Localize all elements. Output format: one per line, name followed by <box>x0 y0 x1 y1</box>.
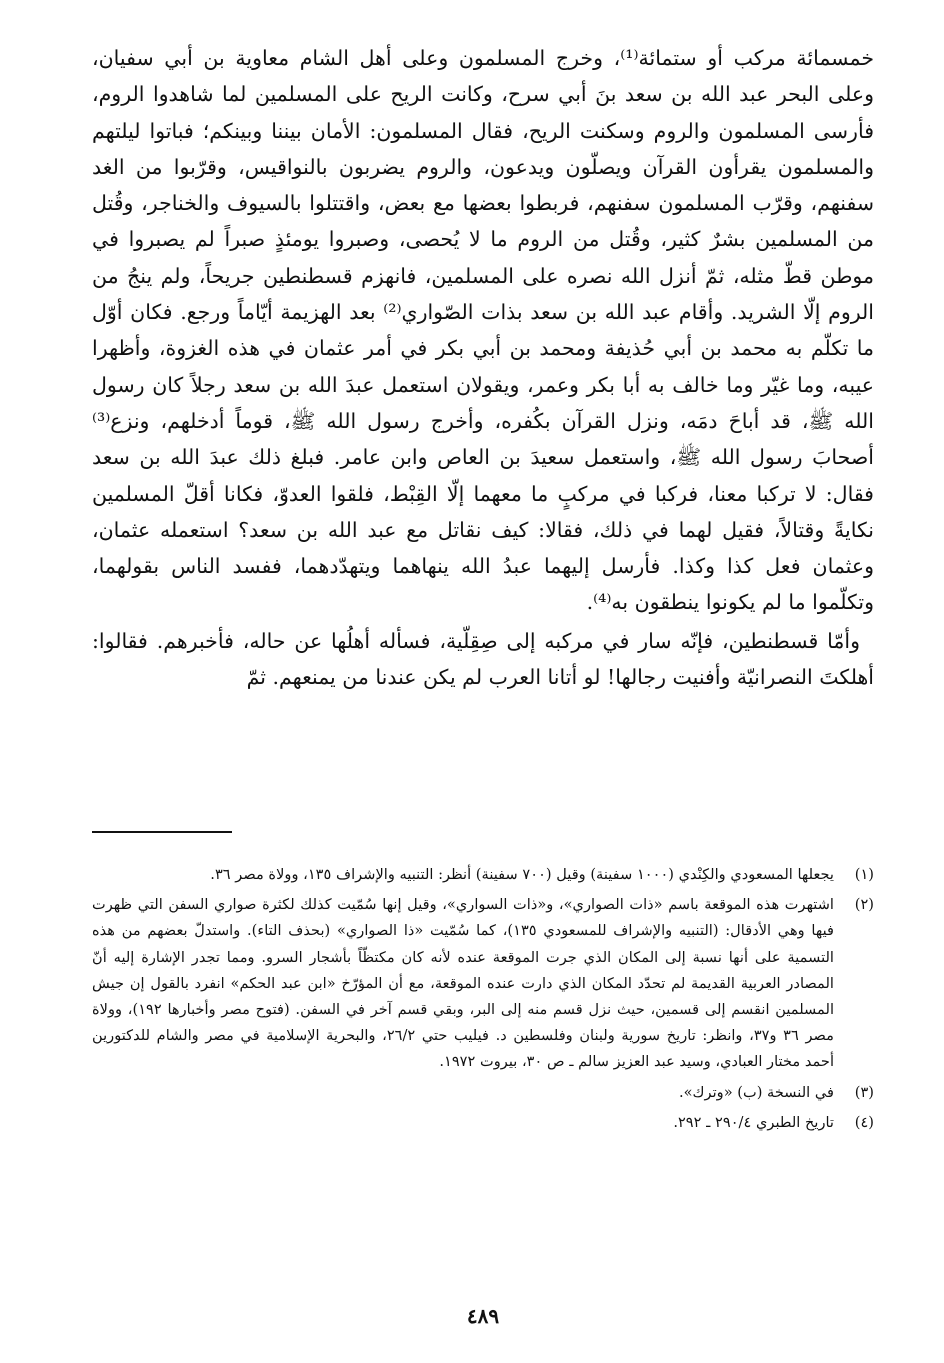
footnote-1 <box>92 862 874 888</box>
book-page <box>92 40 874 1330</box>
footnote-number: (٢) <box>854 896 874 914</box>
footnote-text: اشتهرت هذه الموقعة باسم «ذات الصواري»، و«ذات السواري»، وقيل إنها سُمّيت كذلك لكثرة صواري السفن التي ظهرت فيها وهي الأدقال: (التنبيه والإشراف للمسعودي ١٣٥)، كما سُمّيت «ذا الصواري» (بحذف التاء). واستدلّ بعضهم من هذه التسمية على أنها نسبة إلى المكان الذي جرت الموقعة عنده لأنه كان مكتظّاً بأشجار السرو. ومما تجدر الإشارة إليه أنّ المصادر العربية القديمة لم تحدّد المكان الذي دارت عنده الموقعة، مع أن المؤرّخ «ابن عبد الحكم» انفرد بالقول إن جيش المسلمين انقسم إلى قسمين، حيث نزل قسم منه إلى البر، وبقي قسم آخر في السفن. (فتوح مصر وأخبارها ١٩٢)، وولاة مصر ٣٦ و٣٧، وانظر: تاريخ سورية ولبنان وفلسطين د. فيليب حتي ٢٦/٢، والبحرية الإسلامية في مصر والشام للدكتورين أحمد مختار العبادي، وسيد عبد العزيز سالم ـ ص ٣٠، بيروت ١٩٧٢. <box>92 896 834 1071</box>
main-paragraph-2: وأمّا قسطنطين، فإنّه سار في مركبه إلى صِقِلّية، فسأله أهلُها عن حاله، فأخبرهم. فقالوا: أهلكتَ النصرانيّة وأفنيت رجالها! لو أتانا العرب لم يكن عندنا من يمنعهم. ثمّ <box>92 628 874 690</box>
footnote-separator <box>92 831 232 833</box>
footnote-text: تاريخ الطبري ٢٩٠/٤ ـ ٢٩٢. <box>673 1113 834 1131</box>
footnote-number: (٤) <box>854 1113 874 1131</box>
footnote-number: (١) <box>854 866 874 883</box>
footnote-2 <box>92 892 874 1075</box>
page-number: ٤٨٩ <box>466 1304 500 1328</box>
footnote-4 <box>92 1110 874 1136</box>
footnote-number: (٣) <box>854 1083 874 1101</box>
footnotes <box>92 862 874 1140</box>
main-paragraph-1: خمسمائة مركب أو ستمائة⁽¹⁾، وخرج المسلمون وعلى أهل الشام معاوية بن أبي سفيان، وعلى البحر عبد الله بن سعد بنَ أبي سرح، وكانت الريح على المسلمين لما شاهدوا الروم، فأرسى المسلمون والروم وسكنت الريح، فقال المسلمون: الأمان بيننا وبينكم؛ فباتوا ليلتهم والمسلمون يقرأون القرآن ويصلّون ويدعون، والروم يضربون بالنواقيس، وقرّبوا من الغد سفنهم، وقرّب المسلمون سفنهم، فربطوا بعضها مع بعض، واقتتلوا بالسيوف والخناجر، وقُتل من المسلمين بشرٌ كثير، وقُتل من الروم ما لا يُحصى، وصبروا يومئذٍ صبراً لم يصبروا في موطن قطّ مثله، ثمّ أنزل الله نصره على المسلمين، فانهزم قسطنطين جريحاً، ولم ينجُ من الروم إلّا الشريد. وأقام عبد الله بن سعد بذات الصّواري⁽²⁾ بعد الهزيمة أيّاماً ورجع. فكان أوّل ما تكلّم به محمد بن أبي حُذيفة ومحمد بن أبي بكر في أمر عثمان في هذه الغزوة، وأظهرا عيبه، وما غيّر وما خالف به أبا بكر وعمر، ويقولان استعمل عبدَ الله بن سعد رجلاً كان رسول الله ﷺ، قد أباحَ دمَه، ونزل القرآن بكُفره، وأخرج رسول الله ﷺ، قوماً أدخلهم، ونزع⁽³⁾ أصحابَ رسول الله ﷺ، واستعمل سعيدَ بن العاص وابن عامر. فبلغ ذلك عبدَ الله بن سعد فقال: لا تركبا معنا، فركبا في مركبٍ ما معهما إلّا القِبْط، فلقوا العدوّ، فكانا أقلّ المسلمين نكايةً وقتالاً، فقيل لهما في ذلك، فقالا: كيف نقاتل مع عبد الله بن سعد؟ استعمله عثمان، وعثمان فعل كذا وكذا. فأرسل إليهما عبدُ الله ينهاهما ويتهدّدهما، ففسد الناس بقولهما، وتكلّموا ما لم يكونوا ينطقون به⁽⁴⁾. <box>92 46 874 615</box>
footnote-3 <box>92 1080 874 1106</box>
footnote-text: يجعلها المسعودي والكِنْدي (١٠٠٠ سفينة) وقيل (٧٠٠ سفينة) أنظر: التنبيه والإشراف ١٣٥، وولاة مصر ٣٦. <box>210 866 834 883</box>
footnote-text: في النسخة (ب) «وترك». <box>678 1083 834 1101</box>
